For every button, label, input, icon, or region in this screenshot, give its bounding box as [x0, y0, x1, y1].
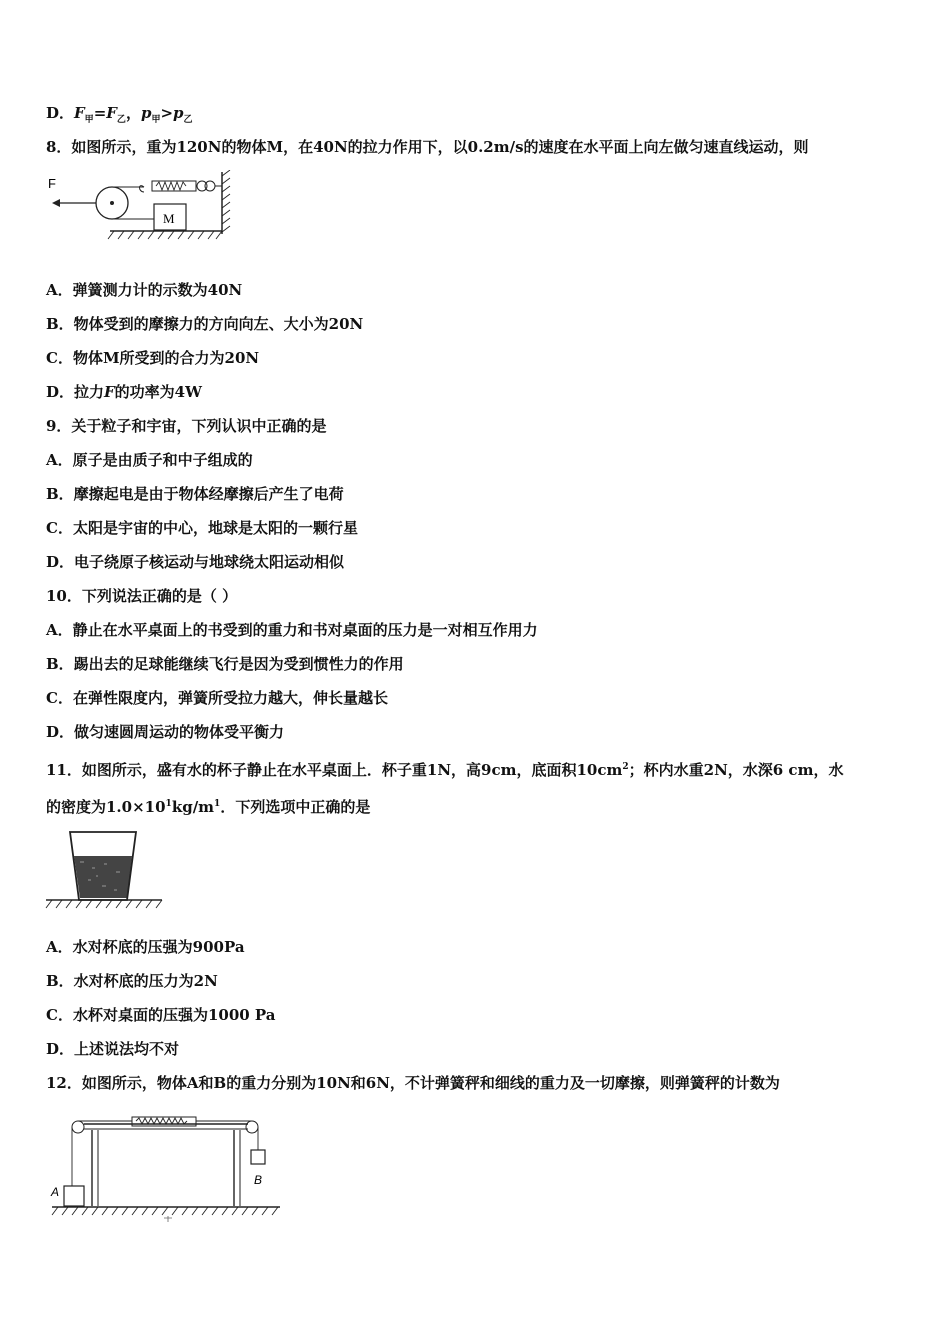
- q8-figure: [44, 170, 244, 242]
- q8-wall-hatch: [222, 170, 230, 232]
- q12-spring-coil: [136, 1118, 187, 1124]
- q11-option-b: B．水对杯底的压力为2N: [46, 972, 218, 990]
- q12-floor-hatch: [52, 1207, 278, 1215]
- q9-option-b: B．摩擦起电是由于物体经摩擦后产生了电荷: [46, 485, 344, 503]
- q12-figure: [48, 1112, 284, 1224]
- q9-option-c: C．太阳是宇宙的中心，地球是太阳的一颗行星: [46, 519, 358, 537]
- q9-option-d: D．电子绕原子核运动与地球绕太阳运动相似: [46, 553, 345, 571]
- q8-spring-coil: [156, 182, 186, 190]
- q11-option-d: D．上述说法均不对: [46, 1040, 180, 1058]
- q8-option-d: D．拉力F的功率为4W: [46, 383, 202, 401]
- q10-option-b: B．踢出去的足球能继续飞行是因为受到惯性力的作用: [46, 655, 404, 673]
- q12-center-mark: [164, 1216, 172, 1222]
- q7-option-d: D．$F_甲=F_乙$，$p_甲>p_乙$: [46, 104, 193, 125]
- q12-block-b: [251, 1150, 265, 1164]
- q8-force-label: F: [48, 176, 56, 191]
- q11-table-hatch: [46, 900, 162, 908]
- q8-block-label: M: [163, 211, 175, 226]
- arrow-left-icon: [52, 199, 60, 207]
- q11-stem-line2: 的密度为$1.0\times 10^1kg/m^1$．下列选项中正确的是: [46, 798, 371, 816]
- q8-option-c: C．物体M所受到的合力为20N: [46, 349, 260, 367]
- q12-block-a: [64, 1186, 84, 1206]
- q12-label-a: A: [51, 1185, 60, 1199]
- q8-option-b: B．物体受到的摩擦力的方向向左、大小为20N: [46, 315, 364, 333]
- q12-label-b: B: [254, 1173, 263, 1187]
- q9-option-a: A．原子是由质子和中子组成的: [46, 451, 253, 469]
- q12-stem: 12．如图所示，物体A和B的重力分别为10N和6N，不计弹簧秤和细线的重力及一切摩擦，则弹簧秤的计数为: [46, 1074, 780, 1092]
- q10-option-d: D．做匀速圆周运动的物体受平衡力: [46, 723, 285, 741]
- q11-option-a: A．水对杯底的压强为900Pa: [46, 938, 245, 956]
- q9-stem: 9．关于粒子和宇宙，下列认识中正确的是: [46, 417, 327, 435]
- q10-option-c: C．在弹性限度内，弹簧所受拉力越大，伸长量越长: [46, 689, 388, 707]
- q8-floor-hatch: [108, 231, 222, 239]
- q10-option-a: A．静止在水平桌面上的书受到的重力和书对桌面的压力是一对相互作用力: [46, 621, 538, 639]
- q10-stem: 10．下列说法正确的是（ ）: [46, 587, 238, 605]
- q11-cup-figure: [44, 828, 164, 912]
- q8-option-a: A．弹簧测力计的示数为40N: [46, 281, 243, 299]
- q8-pulley-axle: [110, 201, 114, 205]
- q11-option-c: C．水杯对桌面的压强为1000 Pa: [46, 1006, 276, 1024]
- q8-stem: 8．如图所示，重为120N的物体M，在40N的拉力作用下，以0.2m/s的速度在水平面上向左做匀速直线运动，则: [46, 138, 809, 156]
- q12-pulley-left: [72, 1121, 84, 1133]
- q12-pulley-right: [246, 1121, 258, 1133]
- q11-stem-line1: 11．如图所示，盛有水的杯子静止在水平桌面上．杯子重1N，高9cm，底面积$10cm^2$；杯内水重2N，水深6 cm，水: [46, 761, 844, 779]
